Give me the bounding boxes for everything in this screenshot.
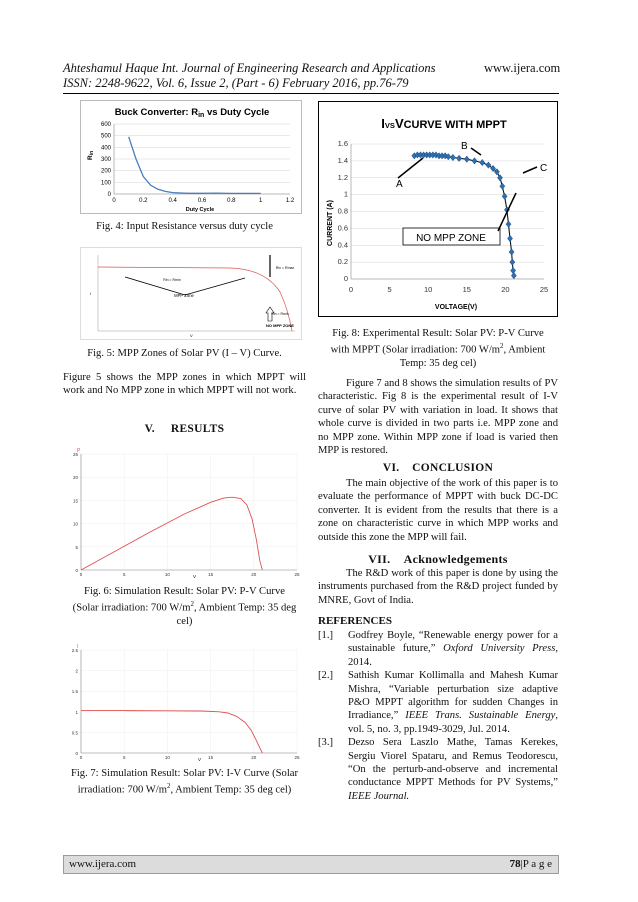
fig7-caption-line1: Fig. 7: Simulation Result: Solar PV: I-V Curve (Solar: [70, 768, 299, 779]
reference-3: [318, 736, 558, 803]
f7-xtick-label: 25: [294, 755, 300, 760]
f8-ytick-label: 0.6: [337, 223, 348, 233]
section-5-heading: [63, 423, 306, 435]
fig5-rin-rmax-label: Rin = Rmax: [275, 266, 295, 270]
f7-ytick-label: 2.5: [71, 648, 78, 653]
footer-page-label: |P a g e: [520, 858, 552, 870]
reference-1-publisher: Oxford University Press: [443, 643, 556, 655]
fig5-no-mpp-zone-label: NO MPP ZONE: [266, 323, 294, 328]
para-acknowledgements: The R&D work of this paper is done by using the instruments purchased from the R&D project funded by MNRE, Govt of India.: [318, 568, 558, 606]
fig5-rin-rmin-label-right: Rin = Rmin: [271, 312, 289, 316]
running-header-authors: Ahteshamul Haque Int. Journal of Engineering Research and Applications: [63, 61, 436, 75]
f6-ytick-label: 10: [72, 521, 78, 527]
f8-ytick-label: 1.6: [337, 139, 348, 148]
fig8-title: IVSVCURVE WITH MPPT: [381, 116, 507, 131]
f4-xtick-label: 0: [112, 198, 116, 204]
f7-xtick-label: 15: [208, 755, 214, 760]
fig8-caption-line2a: with MPPT (Solar irradiation: 700 W/m: [330, 344, 501, 356]
running-header-issn: ISSN: 2248-9622, Vol. 6, Issue 2, (Part - 6) February 2016, pp.76-79: [63, 76, 409, 90]
f4-xtick-label: 0.8: [227, 198, 236, 204]
f8-xtick-label: 0: [348, 285, 354, 294]
section-5-num: V.: [144, 423, 155, 435]
fig5-mpp-zone-label: MPP Zone: [174, 293, 194, 298]
fig7-caption-sup: 2: [166, 782, 171, 791]
f7-xtick-label: 10: [164, 755, 170, 760]
f8-ytick-label: 1: [343, 189, 348, 199]
fig7-caption-line2b: , Ambient Temp: 35 deg cel): [170, 784, 292, 796]
fig6-chart: [63, 438, 306, 580]
footer-page-number: 78: [509, 858, 521, 870]
f6-xtick-label: 10: [164, 572, 170, 577]
reference-2-text: Sathish Kumar Kollimalla and Mahesh Kumar Mishra, “Variable perturbation size adaptive P&O MPPT algorithm for sudden Changes in Irradiance,”: [348, 670, 558, 722]
f6-ytick-label: 15: [72, 498, 78, 504]
f4-xtick-label: 1: [258, 198, 263, 204]
f7-xtick-label: 5: [122, 755, 126, 760]
fig6-caption: [63, 585, 306, 629]
f4-ytick-label: 300: [100, 157, 111, 163]
fig4-title-sub: in: [198, 112, 205, 119]
reference-1-text: Godfrey Boyle, “Renewable energy power for a sustainable future,”: [348, 630, 558, 655]
f4-ytick-label: 200: [100, 168, 111, 175]
section-7-title: Acknowledgements: [403, 552, 508, 566]
fig6-xtitle: V: [193, 574, 197, 579]
fig4-xlabel: Duty Cycle: [185, 207, 215, 213]
running-header-site: www.ijera.com: [484, 61, 561, 75]
fig5-xlabel: V: [190, 333, 193, 338]
fig8-no-mpp-label: NO MPP ZONE: [416, 233, 486, 244]
reference-2-journal: IEEE Trans. Sustainable Energy: [405, 710, 556, 722]
f8-ytick-label: 1.4: [337, 155, 348, 165]
f6-xtick-label: 20: [251, 572, 257, 577]
section-7-heading: [318, 552, 558, 567]
fig6-caption-line3: cel): [176, 616, 193, 628]
f7-ytick-label: 1: [75, 709, 78, 715]
fig8-caption-line2b: , Ambient: [503, 344, 546, 356]
fig6-caption-line1: Fig. 6: Simulation Result: Solar PV: P-V Curve: [84, 586, 285, 597]
para-fig5: Figure 5 shows the MPP zones in which MPPT will work and No MPP zone in which MPPT will not work.: [63, 372, 306, 397]
fig7-caption-line2a: irradiation: 700 W/m: [77, 784, 167, 796]
svg-text:Buck Converter: Rin vs Duty Cy: [115, 107, 270, 119]
footer-site: www.ijera.com: [69, 858, 137, 870]
f7-ytick-label: 0.5: [71, 730, 78, 736]
fig6-ytitle: P: [77, 448, 81, 454]
f8-xtick-label: 25: [539, 285, 549, 294]
f6-xtick-label: 25: [294, 572, 300, 577]
f4-ytick-label: 0: [107, 192, 111, 198]
f4-ytick-label: 400: [100, 145, 111, 152]
fig5-caption: Fig. 5: MPP Zones of Solar PV (I – V) Curve.: [87, 348, 282, 359]
f8-ytick-label: 1.2: [337, 172, 348, 182]
reference-2-num: [2.]: [318, 670, 334, 682]
f8-ytick-label: 0.2: [337, 257, 348, 267]
f4-ytick-label: 100: [100, 180, 111, 187]
f7-ytick-label: 2: [75, 668, 78, 674]
f7-xtick-label: 20: [251, 755, 257, 760]
f8-xtick-label: 20: [501, 285, 510, 294]
references-heading: REFERENCES: [318, 615, 392, 627]
f8-ytick-label: 0: [343, 274, 348, 283]
fig7-ytitle: I: [77, 644, 79, 650]
fig5-rin-rmin-label-left: Rin = Rmin: [163, 278, 181, 282]
fig8-label-c: C: [540, 163, 548, 174]
fig8-label-a: A: [396, 179, 403, 190]
section-6-title: CONCLUSION: [412, 462, 494, 474]
fig4-ylabel-sub: in: [89, 150, 95, 156]
f6-xtick-label: 0: [79, 572, 83, 577]
fig4-title-tail: vs Duty Cycle: [204, 107, 270, 118]
f8-xtick-label: 5: [387, 285, 392, 294]
f7-ytick-label: 0: [75, 751, 78, 756]
fig7-xtitle: V: [198, 757, 202, 762]
page-footer: [63, 855, 559, 874]
f4-ytick-label: 600: [100, 122, 111, 128]
fig8-caption-line3: Temp: 35 deg cel): [399, 358, 477, 370]
reference-2-details: , vol. 5, no. 3, pp.1949-3029, Jul. 2014.: [348, 710, 558, 735]
f7-ytick-label: 1.5: [71, 689, 78, 695]
header-rule: [63, 93, 559, 94]
fig6-caption-line2a: (Solar irradiation: 700 W/m: [72, 602, 191, 614]
f4-xtick-label: 0.6: [197, 198, 207, 204]
reference-3-num: [3.]: [318, 737, 334, 749]
reference-2: [318, 669, 558, 736]
fig8-caption: [318, 327, 558, 371]
f4-xtick-label: 0.4: [168, 198, 177, 204]
f8-ytick-label: 0.8: [337, 206, 348, 216]
fig4-title: Buck Converter: R: [114, 107, 199, 118]
fig4-caption: Fig. 4: Input Resistance versus duty cycle: [96, 221, 273, 232]
para-results: Figure 7 and 8 shows the simulation results of PV characteristic. Fig 8 is the experimental result of I-V curve of solar PV with variation in load. It shows that whole curve is divided in two parts i.e. MPP zone and no MPP zone. Within MPP zone if load is varied then MPP is restored.: [318, 378, 558, 457]
f6-ytick-label: 5: [75, 544, 78, 550]
f6-ytick-label: 0: [75, 568, 78, 573]
svg-text:Rin: [87, 151, 95, 160]
f6-ytick-label: 25: [72, 452, 78, 457]
references-list: [318, 629, 558, 803]
f4-xtick-label: 1.2: [285, 198, 295, 204]
section-6-heading: [318, 462, 558, 474]
reference-3-text: Dezso Sera Laszlo Mathe, Tamas Kerekes, Sergiu Viorel Spataru, and Remus Teodorescu, “On the perturb-and-observe and incremental conductance MPPT Methods for PV Systems,”: [348, 737, 558, 789]
fig8-caption-sup: 2: [500, 342, 504, 351]
footer-page: [510, 856, 552, 873]
fig4-chart: [80, 100, 302, 214]
para-conclusion: The main objective of the work of this paper is to evaluate the performance of MPPT with buck DC-DC converter. It is evident from the results that there is a zone on characteristic curve in which MPP works and outside this zone the MPP will fail.: [318, 478, 558, 543]
fig8-xlabel: VOLTAGE(V): [434, 304, 478, 311]
f8-xtick-label: 15: [462, 285, 471, 294]
f6-xtick-label: 5: [122, 572, 126, 577]
reference-3-journal: IEEE Journal.: [348, 790, 410, 802]
section-5-title: RESULTS: [170, 423, 225, 435]
f4-ytick-label: 500: [100, 133, 111, 140]
fig7-caption: [63, 767, 306, 797]
f6-xtick-label: 15: [208, 572, 214, 577]
f6-ytick-label: 20: [72, 475, 78, 481]
f8-xtick-label: 10: [424, 285, 433, 294]
fig4-ylabel: R: [87, 155, 94, 160]
f4-xtick-label: 0.2: [139, 198, 148, 204]
fig5-chart: [80, 247, 302, 340]
fig6-caption-sup: 2: [190, 600, 194, 609]
f7-xtick-label: 0: [79, 755, 83, 760]
fig8-caption-line1: Fig. 8: Experimental Result: Solar PV: P-V Curve: [332, 328, 544, 339]
reference-1: [318, 629, 558, 669]
reference-1-year: , 2014.: [348, 643, 558, 668]
f8-ytick-label: 0.4: [337, 240, 348, 250]
fig8-ylabel: CURRENT (A): [327, 200, 334, 246]
fig8-label-b: B: [461, 141, 468, 152]
fig5-ylabel: I: [90, 291, 92, 296]
fig6-caption-line2b: , Ambient Temp: 35 deg: [193, 602, 297, 614]
section-6-num: VI.: [382, 462, 400, 474]
reference-1-num: [1.]: [318, 630, 334, 641]
fig7-chart: [63, 640, 306, 763]
section-7-num: VII.: [368, 552, 391, 566]
fig8-chart: [318, 101, 558, 317]
